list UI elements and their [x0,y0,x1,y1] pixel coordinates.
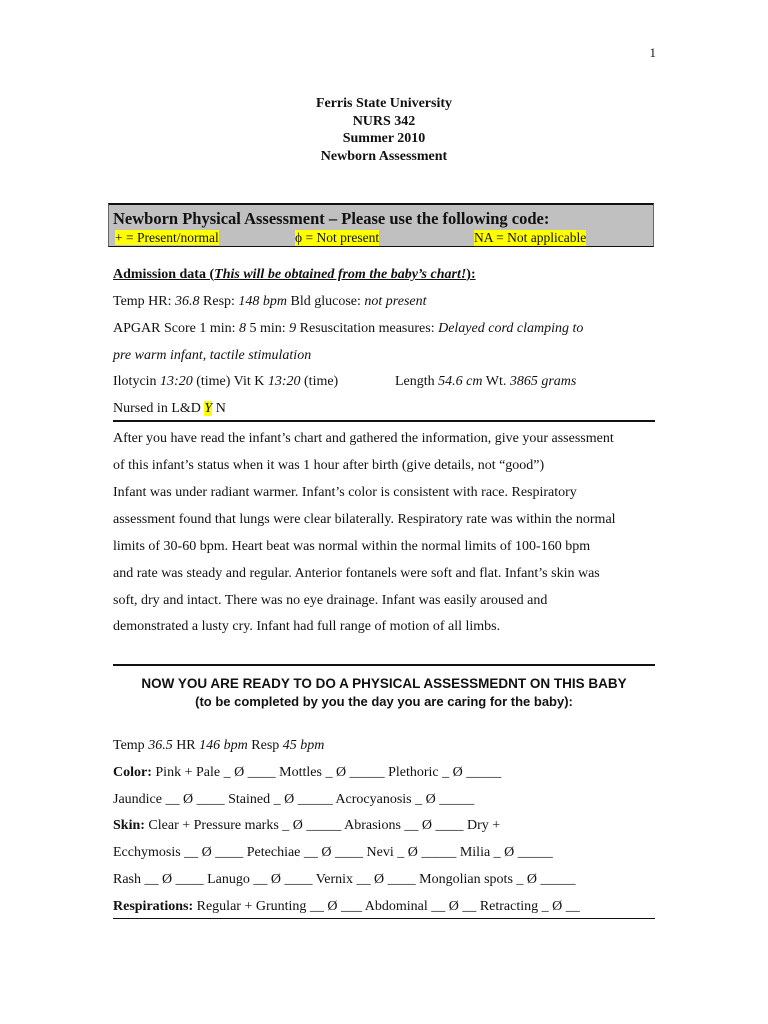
code-legend-row [115,230,587,246]
nursed-line: Nursed in L&D Y N [113,401,226,416]
header-title: Newborn Assessment [320,148,448,164]
glucose-value: not present [364,294,427,309]
physical-vitals-line: Temp 36.5 HR 146 bpm Resp 45 bpm [113,738,325,753]
assessment-line: assessment found that lungs were clear bilaterally. Respiratory rate was within the normal [113,512,616,527]
physical-assessment-heading: NOW YOU ARE READY TO DO A PHYSICAL ASSESSMEDNT ON THIS BABY [141,676,627,691]
resuscitation-value: Delayed cord clamping to [438,321,584,336]
physical-temp-value: 36.5 [148,738,173,753]
temp-value: 36.8 [175,294,200,309]
divider-rule [113,664,655,666]
header-course: NURS 342 [352,113,416,129]
color-line: Color: Pink + Pale _ Ø ____ Mottles _ Ø _____ Plethoric _ Ø _____ [113,765,502,780]
physical-resp-value: 45 bpm [282,738,325,753]
assessment-line: demonstrated a lusty cry. Infant had full range of motion of all limbs. [113,619,501,634]
nursed-yes-highlight: Y [204,401,213,416]
weight-value: 3865 grams [509,374,577,389]
page-number: 1 [649,45,656,60]
document-header [0,95,768,165]
physical-assessment-subheading: (to be completed by you the day you are caring for the baby): [195,694,573,709]
assessment-line: After you have read the infant’s chart and gathered the information, give your assessment [113,431,614,446]
assessment-line: limits of 30-60 bpm. Heart beat was normal within the normal limits of 100-160 bpm [113,539,591,554]
code-present: + = Present/normal [115,230,219,245]
rash-line: Rash __ Ø ____ Lanugo __ Ø ____ Vernix __ Ø ____ Mongolian spots _ Ø _____ [113,872,576,887]
apgar-5min-value: 9 [289,321,297,336]
vitk-value: 13:20 [267,374,301,389]
resuscitation-continued: pre warm infant, tactile stimulation [113,348,312,363]
ilotycin-line: Ilotycin 13:20 (time) Vit K 13:20 (time) Length 54.6 cm Wt. 3865 grams [113,374,577,389]
assessment-line: of this infant’s status when it was 1 hour after birth (give details, not “good”) [113,458,545,473]
assessment-line: Infant was under radiant warmer. Infant’s color is consistent with race. Respiratory [113,485,577,500]
physical-hr-value: 146 bpm [199,738,248,753]
code-legend-box [108,203,654,247]
header-term: Summer 2010 [342,131,426,146]
divider-rule [113,918,655,919]
resp-value: 148 bpm [238,294,288,309]
header-university: Ferris State University [315,96,453,111]
assessment-line: and rate was steady and regular. Anterior fontanels were soft and flat. Infant’s skin was [113,566,600,581]
code-legend-title: Newborn Physical Assessment – Please use the following code: [113,209,550,228]
apgar-1min-value: 8 [239,321,246,336]
ilotycin-value: 13:20 [160,374,193,389]
ecchymosis-line: Ecchymosis __ Ø ____ Petechiae __ Ø ____ Nevi _ Ø _____ Milia _ Ø _____ [113,845,553,860]
code-not-applicable: NA = Not applicable [474,230,587,245]
admission-vitals-line: Temp HR: 36.8 Resp: 148 bpm Bld glucose: not present [113,294,427,309]
admission-heading: Admission data (This will be obtained from the baby’s chart!): [113,267,476,282]
code-not-present: ϕ = Not present [295,230,380,245]
apgar-line: APGAR Score 1 min: 8 5 min: 9 Resuscitation measures: Delayed cord clamping to [113,321,584,336]
respirations-line: Respirations: Regular + Grunting __ Ø ___ Abdominal __ Ø __ Retracting _ Ø __ [113,899,580,914]
divider-rule [113,420,655,422]
jaundice-line: Jaundice __ Ø ____ Stained _ Ø _____ Acrocyanosis _ Ø _____ [113,792,475,807]
length-value: 54.6 cm [438,374,483,389]
skin-line: Skin: Clear + Pressure marks _ Ø _____ Abrasions __ Ø ____ Dry + [113,818,501,833]
assessment-line: soft, dry and intact. There was no eye drainage. Infant was easily aroused and [113,593,548,608]
